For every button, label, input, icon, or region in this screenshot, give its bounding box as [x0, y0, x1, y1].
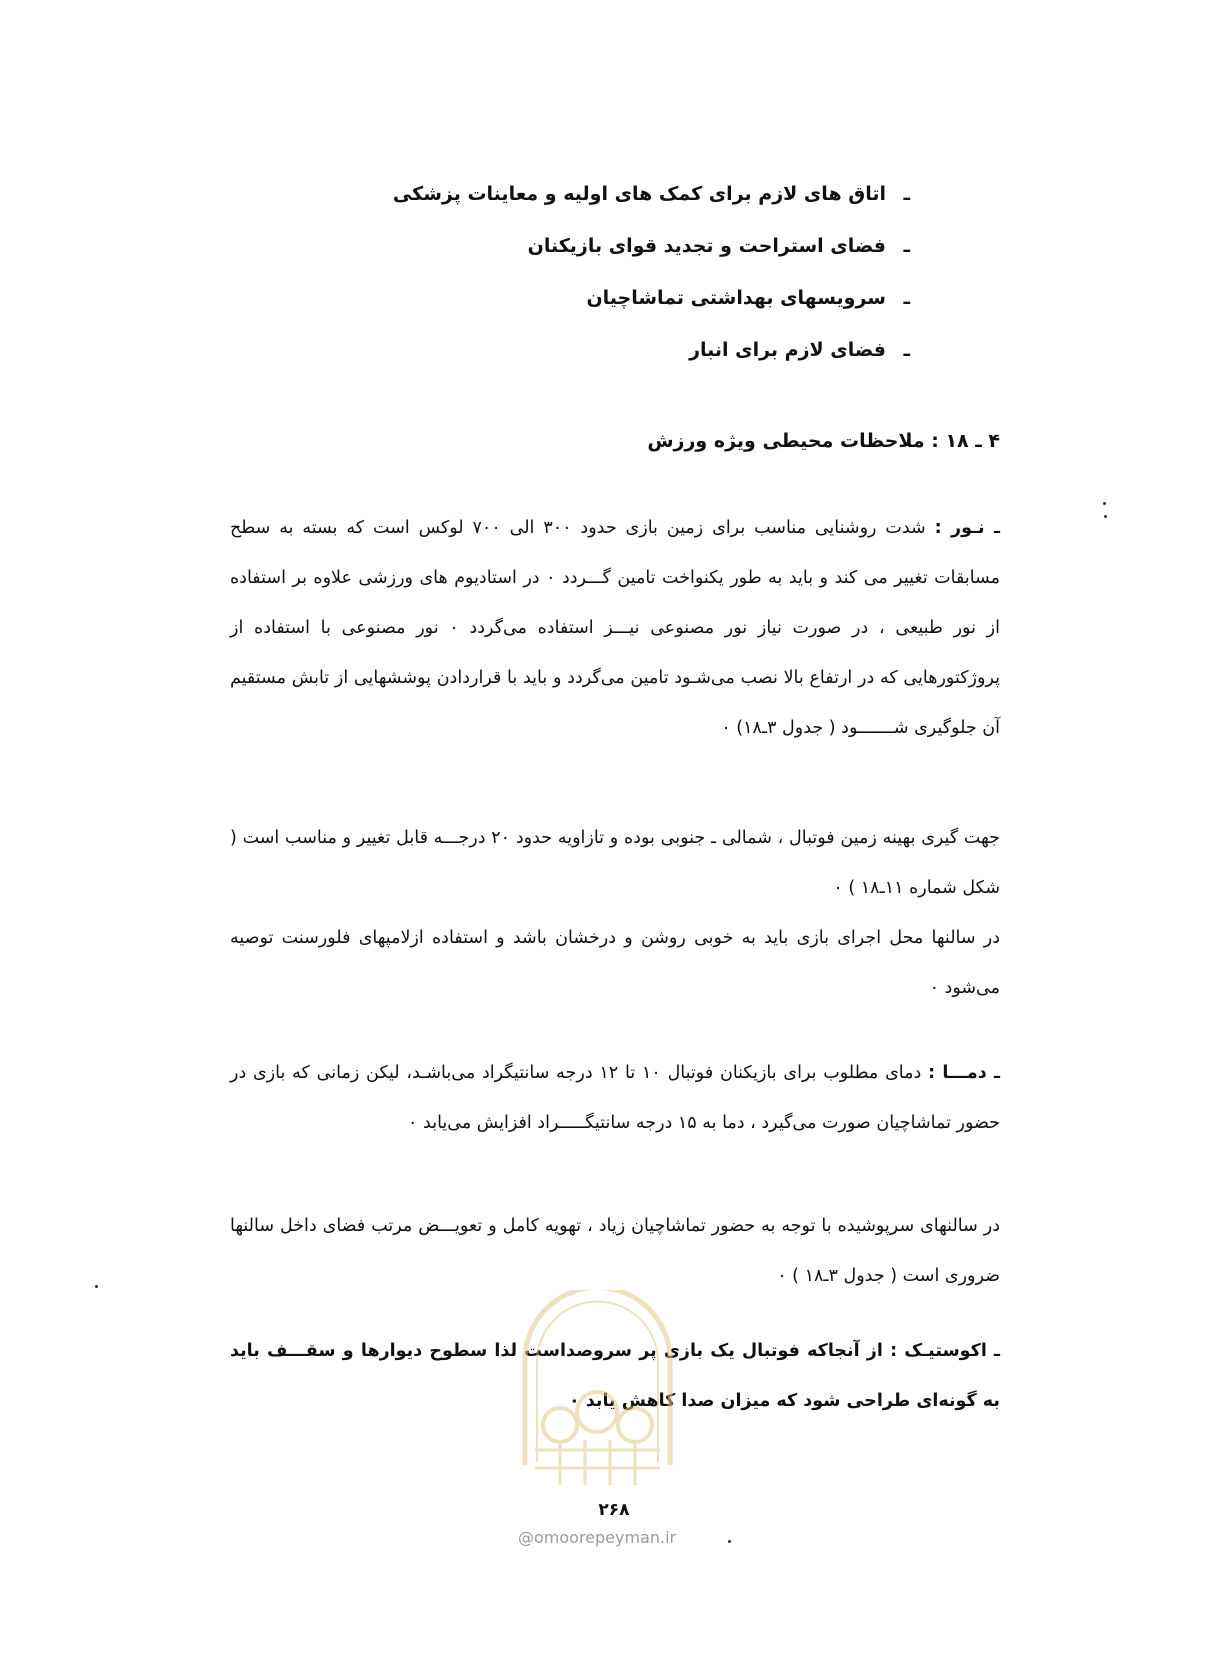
list-item-text: فضای استراحت و تجدید قوای بازیکنان [527, 235, 886, 257]
scan-speck [95, 1285, 98, 1288]
bullet-marker: ـ [903, 235, 910, 257]
watermark-seal [505, 1290, 690, 1500]
list-item-text: اتاق های لازم برای کمک های اولیه و معاینات پزشکی [392, 183, 886, 205]
bullet-marker: ـ [903, 183, 910, 205]
acoustic-label: ـ اکوستیـک : [890, 1340, 1000, 1361]
list-item [290, 168, 910, 220]
list-item [290, 324, 910, 376]
acoustic-text: از آنجاکه فوتبال یک بازی پر سروصداست لذا سطوح دیوارها و سقـــف باید به گونه‌ای طراحی شود که میزان صدا کاهش یابد ۰ [230, 1340, 1000, 1411]
page-number: ۲۶۸ [598, 1500, 630, 1520]
list-item [290, 272, 910, 324]
watermark-url: @omoorepeyman.ir [518, 1528, 677, 1547]
bullet-marker: ـ [903, 287, 910, 309]
light-text: شدت روشنایی مناسب برای زمین بازی حدود ۳۰۰ الی ۷۰۰ لوکس است که بسته به سطح مسابقات تغییر می کند و باید به طور یکنواخت تامین گـــردد ۰ در استادیوم های ورزشی علاوه بر استفاده از نور طبیعی ، در صورت نیاز نور مصنوعی نیـــز استفاده می‌گردد ۰ نور مصنوعی با استفاده از پروژکتورهایی که در ارتفاع بالا نصب می‌شـود تامین می‌گردد و باید با قراردادن پوششهایی از تابش مستقیم آن جلوگیری شـــــــود ( جدول ۳ـ۱۸) ۰ [230, 517, 1001, 738]
temperature-paragraph [230, 1048, 1000, 1148]
temperature-label: ـ دمـــا : [928, 1062, 1000, 1083]
halls-light-paragraph: در سالنها محل اجرای بازی باید به خوبی روشن و درخشان باشد و استفاده ازلامپهای فلورسنت توصیه می‌شود ۰ [230, 927, 1000, 998]
bullet-marker: ـ [903, 339, 910, 361]
scan-speck [728, 1540, 731, 1543]
list-item [290, 220, 910, 272]
facilities-list [290, 168, 910, 376]
light-label: ـ نـور : [934, 517, 1001, 538]
list-item-text: فضای لازم برای انبار [689, 339, 886, 361]
section-heading: ۴ ـ ۱۸ : ملاحظات محیطی ویژه ورزش [647, 430, 1000, 452]
orientation-paragraph: جهت گیری بهینه زمین فوتبال ، شمالی ـ جنوبی بوده و تازاویه حدود ۲۰ درجـــه قابل تغییر و مناسب است ( شکل شماره ۱۱ـ۱۸ ) ۰ [230, 827, 1000, 898]
scan-speck [1103, 502, 1106, 505]
light-paragraph [230, 503, 1000, 753]
list-item-text: سرویسهای بهداشتی تماشاچیان [586, 287, 886, 309]
scan-speck [1104, 515, 1107, 518]
temperature-text: دمای مطلوب برای بازیکنان فوتبال ۱۰ تا ۱۲ درجه سانتیگراد می‌باشـد، لیکن زمانی که بازی در حضور تماشاچیان صورت می‌گیرد ، دما به ۱۵ درجه سانتیگـــــراد افزایش می‌یابد ۰ [230, 1062, 1000, 1133]
ventilation-paragraph: در سالنهای سرپوشیده با توجه به حضور تماشاچیان زیاد ، تهویه کامل و تعویـــض مرتب فضای داخل سالنها ضروری است ( جدول ۳ـ۱۸ ) ۰ [230, 1215, 1000, 1286]
